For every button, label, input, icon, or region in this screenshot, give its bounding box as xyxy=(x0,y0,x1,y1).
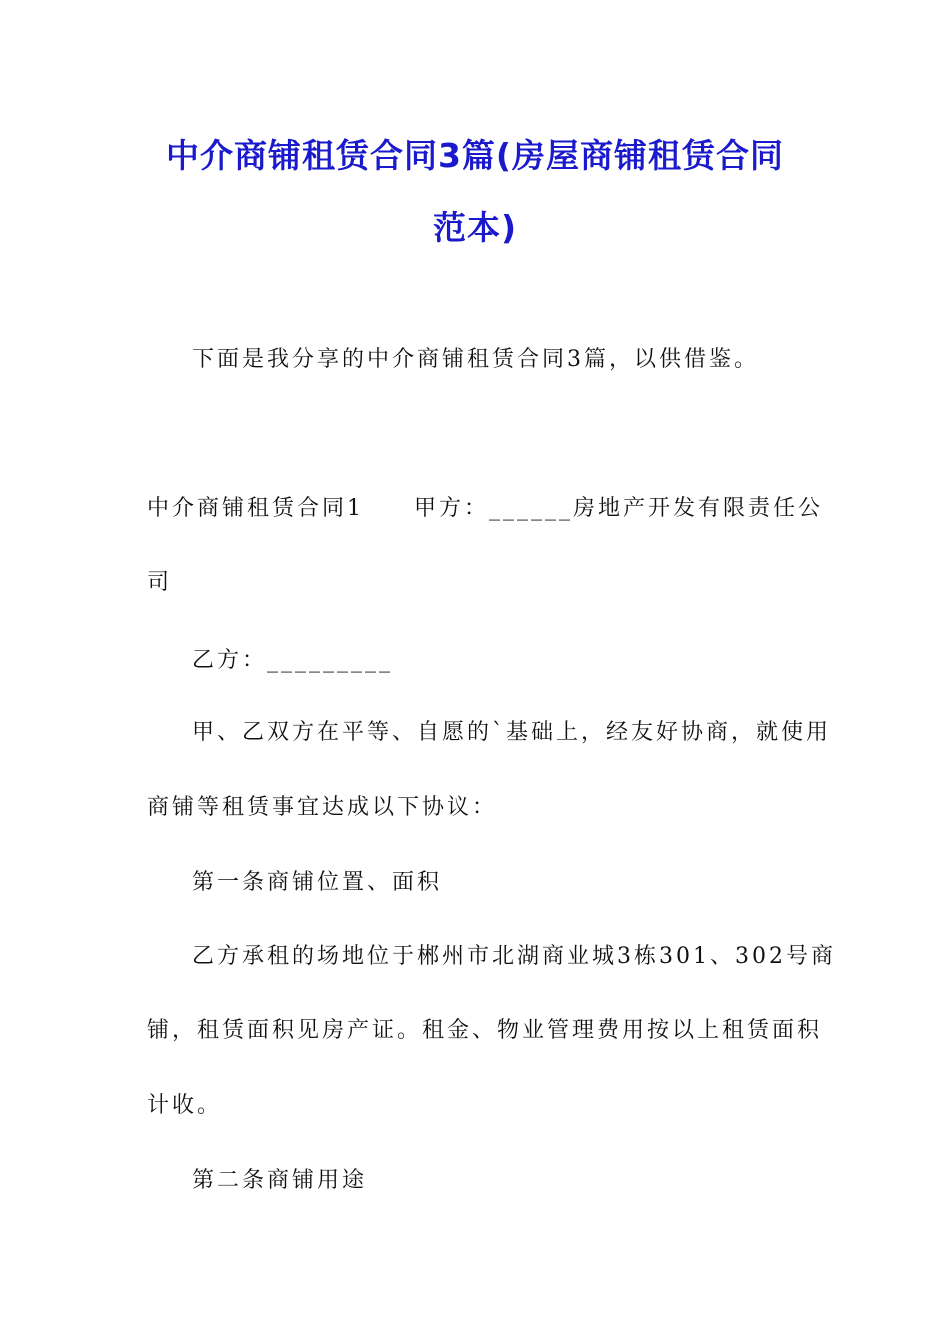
article-1-heading: 第一条商铺位置、面积 xyxy=(192,870,443,895)
party-b-line: 乙方：_________ xyxy=(192,648,394,673)
document-title-line-1: 中介商铺租赁合同3篇(房屋商铺租赁合同 xyxy=(165,136,785,175)
article-2-heading: 第二条商铺用途 xyxy=(192,1168,368,1193)
document-title-line-2: 范本) xyxy=(432,208,518,247)
contract-heading-party-a: 中介商铺租赁合同1 甲方：______房地产开发有限责任公 xyxy=(147,496,823,521)
article-1-paragraph-line-3: 计收。 xyxy=(147,1093,223,1118)
article-1-paragraph-line-1: 乙方承租的场地位于郴州市北湖商业城3栋301、302号商 xyxy=(192,944,836,969)
party-a-continuation: 司 xyxy=(147,570,173,595)
article-1-paragraph-line-2: 铺，租赁面积见房产证。租金、物业管理费用按以上租赁面积 xyxy=(147,1018,823,1043)
agreement-paragraph-line-2: 商铺等租赁事宜达成以下协议： xyxy=(147,795,498,820)
agreement-paragraph-line-1: 甲、乙双方在平等、自愿的`基础上，经友好协商，就使用 xyxy=(192,720,832,745)
intro-paragraph: 下面是我分享的中介商铺租赁合同3篇，以供借鉴。 xyxy=(192,347,759,372)
